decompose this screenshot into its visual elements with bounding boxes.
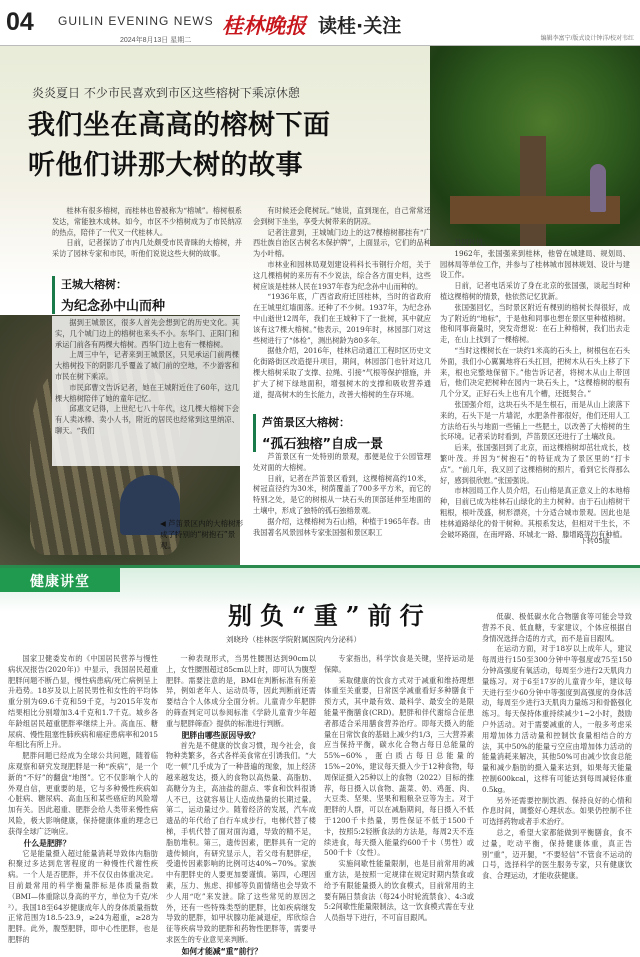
health-column-banner	[0, 568, 120, 592]
paragraph: 国家卫健委发布的《中国居民营养与慢性病状况报告(2020年)》中显示，我国居民超重肥胖问题不断凸显，慢性病患病/死亡病例呈上升趋势。18岁及以上居民男性和女性的平均体重分别为69.6千克和59千克，与2015年发布结果相比分别增加3.4千克和1.7千克。城乡各年龄组居民超重肥胖率继续上升。高血压、糖尿病、慢性阻塞性肺疾病和癌症患病率和2015年相比有所上升。	[8, 654, 158, 750]
caption-arrow-icon: ◀	[160, 519, 166, 528]
paragraph: 共同种植。	[454, 238, 491, 247]
paragraph: 1962年，张国强来到桂林，他曾在城建局、规划局、园林局等单位工作，并参与了桂林城市园林规划、设计与建设工作。	[440, 248, 630, 280]
paragraph: 市林业和园林局观划建设科科长韦钢行介绍，关于这几棵榕树的来历有不少说法，综合各方面史料，这些树应该是桂林人民在1937年春为纪念孙中山而种的。	[253, 259, 431, 291]
paragraph: 有时候还会爬树玩。”她说，直到现在，自己常常还会到树下坐坐，享受大树带来的阴凉。	[253, 206, 431, 226]
paragraph: 日前，记者探访了市内几处颇受市民青睐的大榕树，并采访了园林专家和市民，听他们说说这些大树的故事。	[52, 238, 242, 259]
paragraph: 在运动方面，对于18岁以上成年人，建议每周进行150至300分钟中等强度或75至150分钟高强度有氧活动，每周至少进行2天肌肉力量练习。对于6至17岁的儿童青少年，建议每天进行至少60分钟中等强度到高强度的身体活动，每周至少进行3天肌肉力量练习和骨骼强化练习。每天保持体重持续减少1~2小时，鼓励户外活动。对于需要减重的人，一般多考虑采用增加体力活动量和控制饮食量相结合的方法，其中50%的能量亏空应由增加体力活动的能量消耗来解决，其他50%可由减少饮食总能量和减少脂肪的摄入量来达到，如果每天能量控制600kcal，这样有可能达到每周减轻体重0.5kg。	[482, 644, 632, 794]
section-heading-wangcheng	[52, 276, 212, 314]
tree-trunk	[520, 136, 546, 246]
subheading: 如何才能减“重”前行？	[181, 946, 263, 956]
paragraph: 总之，希望大家都能做到平衡膳食，食不过量，吃动平衡，保持健康体重，真正告别“重”，迈开腿，“不要轻信”不管食不运动的口号，选择科学的医生服务专家，只有健康饮食、合理运动，才能收获健康。	[482, 827, 632, 881]
paragraph: 据他介绍，2016年，桂林启动通江工程时区历史文化街路街区改造提升项目，期间，林园部门也针对这几棵大榕树采取了支撑、拉绳、引接“气根等保护措施，并扩大了树下绿地面积，增强树木的支撑和吸收营养通道，提高树木的生长能力，改善大榕树的生存环境。	[253, 346, 431, 399]
headline-line-1: 我们坐在高高的榕树下面	[28, 110, 331, 141]
article-subhead: 炎炎夏日 不少市民喜欢到市区这些榕树下乘凉休憩	[32, 86, 300, 100]
health-column-2	[166, 654, 316, 956]
paragraph: 市民邱曹文告诉记者，她在王城附近住了60年，这几棵大榕树陪伴了她的童年记忆。	[55, 382, 239, 403]
section-kicker: 王城大榕树：	[61, 278, 127, 291]
health-article-title: 别负“重”前行	[228, 601, 432, 630]
issue-date: 2024年8月13日 星期二	[120, 37, 192, 44]
section-title: “孤石独榕”自成一景	[262, 437, 384, 452]
paragraph: 张国强回忆，当时景区附近有棵别的榕树长得很好，成为了附近的“地标”，于是他和同事也想在景区里种植榕树。他和同事商量时，突发奇想说：在石上种榕树，我们出去走走，在山上找到了一棵榕树。	[440, 302, 630, 345]
article-column-1b	[52, 316, 242, 466]
paragraph: 芦笛景区有一处特别的景观，那便是位于公园管理处对面的大榕树。	[253, 452, 431, 472]
paragraph: 记者注意到，王城城门边上的这7棵榕树都挂有“广西壮族自治区古树名木保护牌”，上面显示，它们的品种为小叶榕。	[253, 227, 431, 259]
health-column-3	[324, 654, 474, 923]
caption-text: 芦笛景区内的大榕树形成了特别的“树抱石”景观。	[160, 519, 244, 550]
headline-line-2: 听他们讲那大树的故事	[28, 150, 303, 181]
paragraph: 日前，记者电话采访了身在北京的张国强，谈起当时种植这棵榕树的情景，他依然记忆犹新。	[440, 281, 630, 301]
section-heading-ludi	[253, 414, 423, 452]
paragraph: 张国强介绍，这块石头不是生根石，而是从山上滚落下来的，石头下是一片墙泥，水肥条件都很好，他们还用人工方法给石头与地面一些铺上一些肥土，以改善了大榕树的生长环境。记者采访时看到，芦笛景区还进行了土壤改良。	[440, 399, 630, 442]
page-number: 04	[6, 8, 34, 36]
photo-caption	[160, 518, 244, 551]
newspaper-logo: 桂林晚报	[222, 13, 306, 38]
paragraph: 实施间歇性能量限制，也是目前常用的减重方法，是按照一定规律在规定时期内禁食或给予有限能量摄入的饮食模式，目前常用的主要有隔日禁食法（每24小时轮流禁食）、4:3或5:2间歇性能量限制法，这一饮食模式需在专业人员指导下进行，不可盲目跟风。	[324, 859, 474, 923]
paper-name: GUILIN EVENING NEWS	[58, 14, 214, 28]
paragraph: “当时这棵树长在一块约1米高的石头上，树根包在石头外面，我们小心翼翼地将石头扛回，把树木从石头上移了下来，根也完整地保留下。”他告诉记者，将树木从山上带回后，他们决定把树种在园内一块石头上，“这棵榕树的根有几个分叉，正好石头上也有几个槽，还挺契合。”	[440, 345, 630, 399]
person	[590, 164, 606, 212]
section-kicker: 芦笛景区大榕树：	[262, 416, 350, 429]
paragraph: 一种表现形式，当男性腰围达到90cm以上，女性腰围超过85cm以上时，即可认为腹型肥胖。需要注意的是，BMI在判断标准有所差异，例如老年人、运动员等，因此判断前还需要结合个人体成分全面分析。儿童青少年肥胖的筛查判定可以参阅标准《学龄儿童青少年超重与肥胖筛查》提供的标准进行判断。	[166, 654, 316, 728]
paragraph: 邱惠文记得，上世纪七八十年代，这几棵大榕树下会有人卖冰棒、卖小人书，附近的居民也经常到这里纳凉、聊天。“我们	[55, 404, 239, 435]
health-column-label: 健康讲堂	[30, 574, 90, 590]
continued-note: 下转05版	[580, 537, 610, 545]
paragraph: “1936年底，广西省政府迁回桂林，当时的省政府在王城里红墙面落。还种了不少树。1937年，为纪念孙中山逝世12周年，我们在王城种下了一批树，其中就应该有这7棵大榕树。”他表示，2019年时，林园部门对这些树进行了“体检”，测出树龄为80多年。	[253, 292, 431, 345]
health-column-1	[8, 654, 158, 944]
section-title: 为纪念孙中山而种	[61, 299, 166, 314]
paragraph: 首先是不健康的饮食习惯，现今社会，食物种类繁多，各式各样美食常在引诱我们。“大吃一顿”几乎成为了一种普遍的现象，加上经济越来越发达，摄入的食物以高热量、高脂肪、高糖分为主，高油盐的甜点、零食和饮料很诱人不已，这就容易让人造成热量的长期过量。第二，运动量过少。随着经济的发展，汽车成遗品的年代给了自行车成步行，电梯代替了楼梯，手机代替了面对面沟通，导致的精不足，脂肪堆积。第三，遗传因素，肥胖具有一定的遗传倾向，有研究显示人，若父母有肥胖症，受遗传因素影响的比例可达40%~70%。家族中有肥胖史的人要更加要谨慎。第四，心理因素，压力、焦虑、抑郁等负面情绪也会导致不少人用“吃”来发泄。除了这些常见的原因之外，还有一些特殊类型的肥胖，比如疾病继发导致的肥胖，如甲状腺功能减退症，库欣综合征等疾病导致的肥胖和药物性肥胖等，需要寻求医生的专业意见来判断。	[166, 740, 316, 944]
paragraph: 市林园局工作人员介绍，石山榕是真正意义上的本地榕种，目前已成为桂林石山绿化的主力树种。由于石山榕树干粗根，根叶茂盛，树形漂亮，十分适合城市景观。因此也是桂林道路绿化的骨干树种。其根系发达，但相对干生长，不会破坏路面，在南坪路、环城北一路、滕增路等均有种植。	[440, 486, 630, 539]
section-title: 读桂·关注	[318, 15, 402, 37]
paragraph: 日前，记者在芦笛景区看到，这棵榕树高约10米，树冠直径约为30米，树荫覆盖了700多平方米，而它的特别之处，是它的树根从一块石头的顶部延伸至地面的土壤中，形成了独特的孤石独榕景观。	[253, 473, 431, 515]
paragraph: 后来，张国强回到了北京，而这棵榕树却茁壮成长，枝繁叶茂。并因为“树抱石”的特征成为了景区里的“打卡点”。“前几年，我又回了这棵榕树的照片，看到它长得那么好，感到很欣慰。”张国强说。	[440, 443, 630, 485]
author-byline: 刘晓玲（桂林医学院附属医院内分泌科）	[226, 635, 361, 644]
paragraph: 据到王城景区，很多人首先会想到它的历史文化。其实，几个城门边上的榕树也来头不小。东华门、正阳门和承运门前各有两棵大榕树。西华门边上也有一棵榕树。	[55, 318, 239, 349]
subheading: 什么是肥胖？	[23, 838, 71, 848]
editor-credits: 编辑李富宁/版式设计钟洋/校对韦红	[540, 36, 634, 42]
health-column-4	[482, 612, 632, 908]
article-column-2	[253, 206, 431, 414]
paragraph: 它是能量摄入超过能量消耗导致体内脂肪积聚过多达到危害程度的一种慢性代谢性疾病。一个人是否肥胖，并不仅仅由体重决定。目前最常用的科学衡量胖标是体质量指数（BMI—体重除以身高的平方，单位为千克/米²）。我国18至64岁健康成年人的身体质量指数正常范围为18.5-23.9，≥24为超重，≥28为肥胖。此外，腹型肥胖，即中心性肥胖，也是肥胖的	[8, 848, 158, 944]
article-column-2b	[253, 452, 431, 560]
paragraph: 采取健康的饮食方式对于减重和维持理想体重至关重要，日常医学减重看好多种膳食干预方式，其中最有效、最科学、最安全的是限能量平衡膳食(CRD)。肥胖和伴代谢综合征患者都适合采用膳食营养治疗。即每天摄入的能量在日常饮食的基础上减少约1/3，三大营养素应当保持平衡，碳水化合物占每日总能量的55%~60%，蛋白质占每日总能量的15%~20%，建议每天摄入少于12种食物，每周保证摄入25种以上的食物（2022）目标的推荐，每日摄入以食物、蔬菜、奶、鸡蛋、肉、大豆类、坚果、坚果和粗粮杂豆等为主。对于肥胖的人群，可以在减脂期间，每日摄入不低于1200千卡热量，男性保证不低于1500千卡，按照5:2轻断食法的方法是，每周2天不连续进食，每天摄入能量约600千卡（男性）或500千卡（女性）。	[324, 675, 474, 858]
paragraph: 桂林有很多榕树，而桂林也曾被称为“榕城”。榕树根系发达，常能独木成林。如今，市区不少榕树成为了市民纳凉的热点，陪伴了一代又一代桂林人。	[52, 206, 242, 237]
paragraph: 据介绍，这棵榕树为石山榕，种植于1965年春。由我国著名风景园林专家张国强和景区职工	[253, 516, 431, 537]
paragraph: 上周三中午，记者来到王城景区，只见承运门前两棵大榕树投下的阴影几乎覆盖了城门前的空地，不少游客和市民在树下乘凉。	[55, 350, 239, 381]
paragraph: 专家指出，科学饮食是关键，坚持运动是保障。	[324, 654, 474, 674]
paragraph: 肥胖问题已经成为全球公共问题，随着临床观察和研究发现肥胖是一种“疾病”，是一个新的“不好”的翻盘“地图”。它不仅影响个人的外观自信，更重要的是，它与多种慢性疾病如心脏病、糖尿病、高血压和某些癌症的风险增加有关。因此超重、肥胖会给人类带来慢性病风险，极大影响健康，保持健康体重的理念已获得全球广泛响应。	[8, 751, 158, 836]
subheading: 肥胖由哪些原因导致？	[181, 730, 260, 740]
article-column-3	[440, 238, 630, 539]
paragraph: 低碳、极低碳水化合物膳食等可能会导致营养不良、低血糖，专家建议，个体应根据自身情况选择合适的方式，而不是盲目跟风。	[482, 612, 632, 643]
paragraph: 另外还需要控制饮酒、保持良好的心情和作息时间，调整好心理状态。如果仍控制不住可选择药物或者手术治疗。	[482, 795, 632, 827]
banyan-photo-right	[430, 46, 640, 246]
